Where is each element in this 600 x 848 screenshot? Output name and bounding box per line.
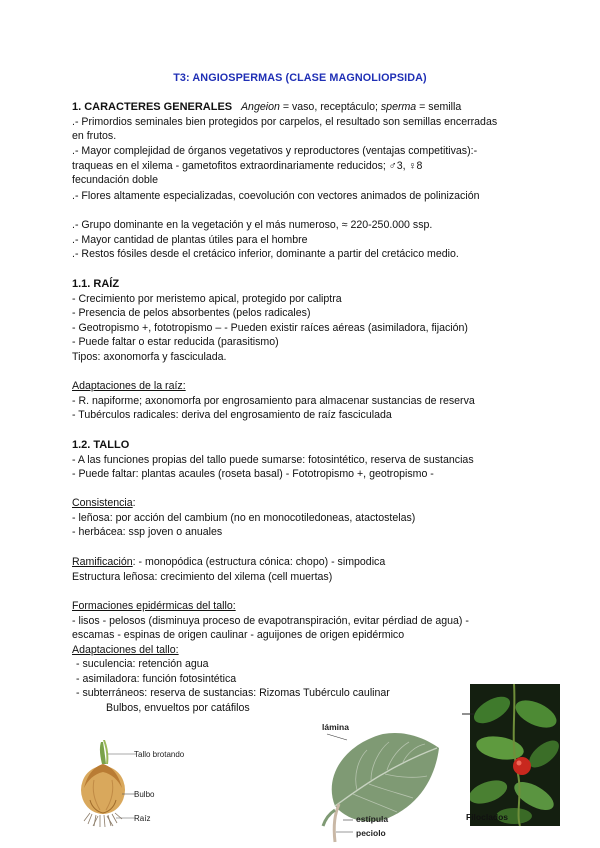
ety-angeion: Angeion (240, 101, 280, 113)
filoclados-photo (470, 684, 560, 826)
s11-line-1: - Crecimiento por meristemo apical, protegido por caliptra (72, 293, 342, 305)
leaf-label-peciolo: peciolo (356, 828, 386, 838)
consistency-heading: Consistencia (72, 497, 133, 509)
document-title: T3: ANGIOSPERMAS (CLASE MAGNOLIOPSIDA) (173, 72, 427, 84)
consistency-colon: : (132, 497, 136, 509)
s1-line-6: .- Flores altamente especializadas, coevolución con vectores animados de polinización (72, 190, 480, 202)
s11-line-2: - Presencia de pelos absorbentes (pelos radicales) (72, 307, 311, 319)
stem-adaptations-heading: Adaptaciones del tallo: (72, 644, 179, 656)
bulb-label-tallo: Tallo brotando (134, 750, 185, 759)
filoclados-label: Filoclados (466, 812, 509, 822)
section-1-1-heading: 1.1. RAÍZ (72, 278, 120, 290)
ramification-heading: Ramificación (72, 556, 133, 568)
s12-cons-1: - leñosa: por acción del cambium (no en monocotiledoneas, atactostelas) (72, 512, 416, 524)
s1-line-7: .- Grupo dominante en la vegetación y el más numeroso, ≈ 220-250.000 ssp. (72, 219, 433, 231)
leaf-label-lamina: lámina (322, 722, 349, 732)
ramification-rest: : - monopódica (estructura cónica: chopo) - simpodica (132, 556, 386, 568)
s1-line-8: .- Mayor cantidad de plantas útiles para el hombre (72, 234, 308, 246)
s12-adapt-1: - suculencia: retención agua (76, 658, 209, 670)
s12-form-2: escamas - espinas de origen caulinar - aguijones de origen epidérmico (72, 629, 405, 641)
ramification-line (72, 556, 385, 569)
s12-adapt-4: Bulbos, envueltos por catáfilos (106, 702, 250, 714)
s12-cons-2: - herbácea: ssp joven o anuales (72, 526, 223, 538)
s11-line-5: Tipos: axonomorfa y fasciculada. (72, 351, 227, 363)
s12-adapt-3: - subterráneos: reserva de sustancias: Rizomas Tubérculo caulinar (76, 687, 390, 699)
s12-line-2: - Puede faltar: plantas acaules (roseta basal) - Fototropismo +, geotropismo - (72, 468, 434, 480)
s1-line-2: en frutos. (72, 130, 117, 142)
photo-pointer-line (462, 712, 474, 716)
root-adaptations-heading: Adaptaciones de la raíz: (72, 380, 186, 392)
s12-form-1: - lisos - pelosos (disminuya proceso de evapotranspiración, evitar pérdiad de agua) - (72, 615, 469, 627)
s1-line-3: .- Mayor complejidad de órganos vegetativos y reproductores (ventajas competitivas):- (72, 145, 478, 157)
section-1-heading-line (72, 101, 461, 114)
ety-sperma-def: = semilla (416, 101, 462, 113)
s11-line-4: - Puede faltar o estar reducida (parasitismo) (72, 336, 279, 348)
s1-line-5: fecundación doble (72, 174, 158, 186)
epidermal-formations-heading: Formaciones epidérmicas del tallo: (72, 600, 236, 612)
s12-adapt-2: - asimiladora: función fotosintética (76, 673, 237, 685)
bulb-label-raiz: Raíz (134, 814, 151, 823)
bulb-label-bulbo: Bulbo (134, 790, 155, 799)
s1-line-9: .- Restos fósiles desde el cretácico inferior, dominante a partir del cretácico medio. (72, 248, 459, 260)
s12-ram-2: Estructura leñosa: crecimiento del xilema (cell muertas) (72, 571, 333, 583)
leaf-label-estipula: estípula (356, 814, 389, 824)
section-1-2-heading: 1.2. TALLO (72, 439, 130, 451)
s11-adapt-1: - R. napiforme; axonomorfa por engrosamiento para almacenar sustancias de reserva (72, 395, 475, 407)
s11-adapt-2: - Tubérculos radicales: deriva del engrosamiento de raíz fasciculada (72, 409, 392, 421)
ety-angeion-def: = vaso, receptáculo; (279, 101, 381, 113)
s1-line-4: traqueas en el xilema - gametofitos extraordinariamente reducidos; ♂3, ♀8 (72, 160, 423, 172)
consistency-heading-line (72, 497, 136, 510)
s11-line-3: - Geotropismo +, fototropismo – - Pueden existir raíces aéreas (asimiladora, fijación) (72, 322, 468, 334)
section-1-heading: 1. CARACTERES GENERALES (72, 101, 233, 113)
ety-sperma: sperma (380, 101, 417, 113)
s1-line-1: .- Primordios seminales bien protegidos por carpelos, el resultado son semillas encerradas (72, 116, 498, 128)
s12-line-1: - A las funciones propias del tallo puede sumarse: fotosintético, reserva de sustancias (72, 454, 474, 466)
